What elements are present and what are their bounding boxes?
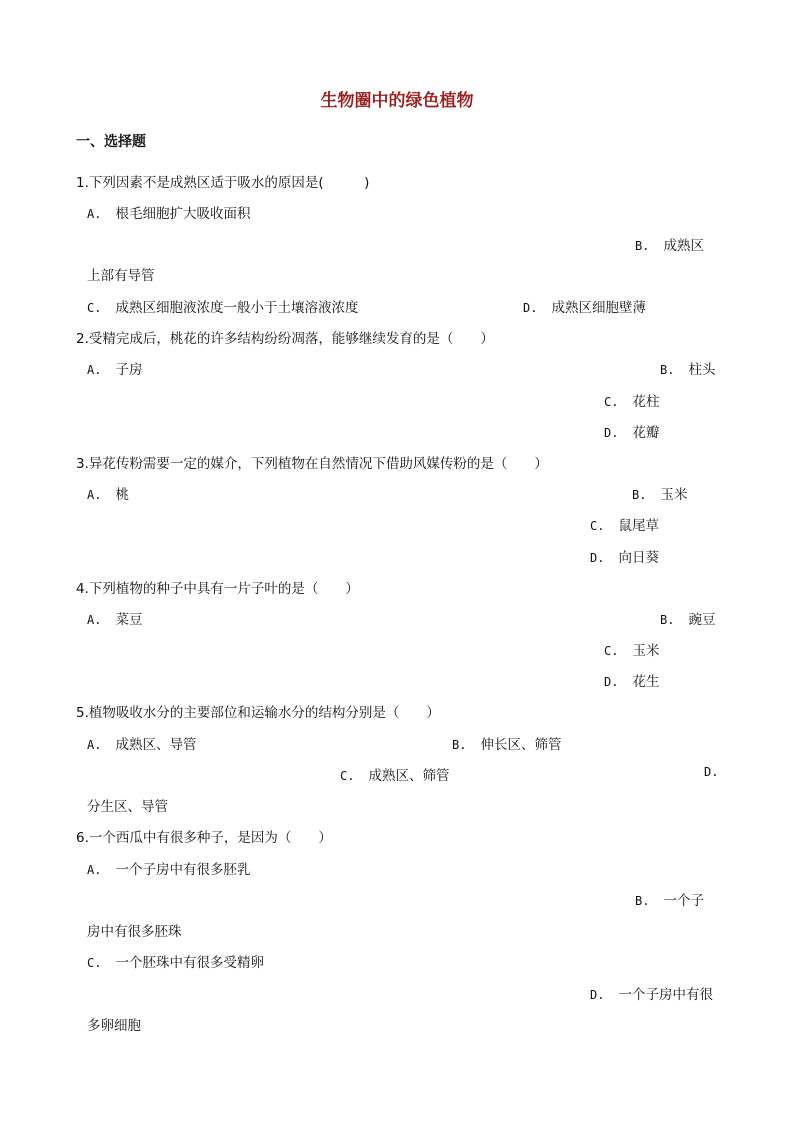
option-letter: D. xyxy=(590,551,605,565)
option-text: 一个子 xyxy=(663,893,704,909)
option-text: 一个子房中有很多胚乳 xyxy=(115,862,251,878)
option-text: 菜豆 xyxy=(115,612,143,628)
question-5-option-c xyxy=(340,764,449,784)
question-6-option-d xyxy=(590,983,713,1003)
question-2-option-c xyxy=(604,390,659,410)
option-text: 成熟区、导管 xyxy=(115,737,197,753)
option-text: 花瓣 xyxy=(632,425,660,441)
option-text: 伸长区、筛管 xyxy=(480,737,562,753)
option-letter: A. xyxy=(87,488,102,502)
question-3-option-d xyxy=(590,546,659,566)
option-text: 一个胚珠中有很多受精卵 xyxy=(115,955,264,971)
option-text: 成熟区细胞液浓度一般小于土壤溶液浓度 xyxy=(115,300,359,316)
question-1-stem: 1.下列因素不是成熟区适于吸水的原因是( ) xyxy=(76,175,370,191)
option-letter: C. xyxy=(340,769,355,783)
question-4-stem: 4.下列植物的种子中具有一片子叶的是（ ） xyxy=(76,581,359,597)
option-text: 成熟区细胞壁薄 xyxy=(551,300,646,316)
section-heading: 一、选择题 xyxy=(76,134,146,150)
question-4-option-a xyxy=(87,608,142,628)
option-letter: C. xyxy=(604,644,619,658)
option-text: 花生 xyxy=(632,674,660,690)
option-text: 一个子房中有很 xyxy=(618,987,713,1003)
question-6-option-d-continued: 多卵细胞 xyxy=(87,1018,141,1034)
question-3-option-a xyxy=(87,483,129,503)
question-5-stem: 5.植物吸收水分的主要部位和运输水分的结构分别是（ ） xyxy=(76,705,440,721)
option-letter: A. xyxy=(87,207,102,221)
option-text: 成熟区、筛管 xyxy=(368,768,450,784)
question-2-option-b xyxy=(660,358,715,378)
option-text: 玉米 xyxy=(632,643,660,659)
question-4-option-c xyxy=(604,639,659,659)
option-text: 桃 xyxy=(115,487,129,503)
option-text: 根毛细胞扩大吸收面积 xyxy=(115,206,251,222)
option-letter: B. xyxy=(635,894,650,908)
question-6-option-b xyxy=(635,889,704,909)
question-5-option-d-continued: 分生区、导管 xyxy=(87,799,168,815)
option-letter: B. xyxy=(635,239,650,253)
question-5-option-b xyxy=(452,733,561,753)
option-letter: D. xyxy=(523,301,538,315)
option-text: 玉米 xyxy=(660,487,688,503)
question-3-option-b xyxy=(632,483,687,503)
option-letter: A. xyxy=(87,363,102,377)
option-text: 成熟区 xyxy=(663,238,704,254)
question-6-option-a xyxy=(87,858,250,878)
question-2-stem: 2.受精完成后，桃花的许多结构纷纷凋落，能够继续发育的是（ ） xyxy=(76,331,494,347)
question-3-option-c xyxy=(590,514,659,534)
question-6-option-c xyxy=(87,951,264,971)
question-2-option-d xyxy=(604,421,659,441)
question-1-option-d xyxy=(523,296,646,316)
question-3-stem: 3.异花传粉需要一定的媒介，下列植物在自然情况下借助风媒传粉的是（ ） xyxy=(76,456,548,472)
question-2-option-a xyxy=(87,358,142,378)
option-text: 鼠尾草 xyxy=(618,518,659,534)
option-letter: C. xyxy=(87,956,102,970)
option-letter: D. xyxy=(590,988,605,1002)
option-letter: B. xyxy=(660,363,675,377)
option-text: 向日葵 xyxy=(618,550,659,566)
option-letter: B. xyxy=(632,488,647,502)
option-letter: C. xyxy=(590,519,605,533)
option-letter: D. xyxy=(604,675,619,689)
document-title: 生物圈中的绿色植物 xyxy=(320,91,474,111)
option-letter: D. xyxy=(704,765,719,779)
question-1-option-c xyxy=(87,296,358,316)
option-text: 豌豆 xyxy=(688,612,716,628)
question-4-option-d xyxy=(604,670,659,690)
question-5-option-d xyxy=(704,764,732,780)
option-letter: A. xyxy=(87,613,102,627)
question-4-option-b xyxy=(660,608,715,628)
option-letter: B. xyxy=(660,613,675,627)
option-letter: C. xyxy=(604,395,619,409)
question-5-option-a xyxy=(87,733,196,753)
option-letter: B. xyxy=(452,738,467,752)
question-1-option-b xyxy=(635,234,704,254)
option-text: 子房 xyxy=(115,362,143,378)
option-letter: A. xyxy=(87,738,102,752)
option-text: 柱头 xyxy=(688,362,716,378)
option-letter: C. xyxy=(87,301,102,315)
question-1-option-b-continued: 上部有导管 xyxy=(87,268,155,284)
question-1-option-a xyxy=(87,202,250,222)
option-text: 花柱 xyxy=(632,394,660,410)
question-6-option-b-continued: 房中有很多胚珠 xyxy=(87,924,182,940)
option-letter: A. xyxy=(87,863,102,877)
option-letter: D. xyxy=(604,426,619,440)
question-6-stem: 6.一个西瓜中有很多种子，是因为（ ） xyxy=(76,830,332,846)
